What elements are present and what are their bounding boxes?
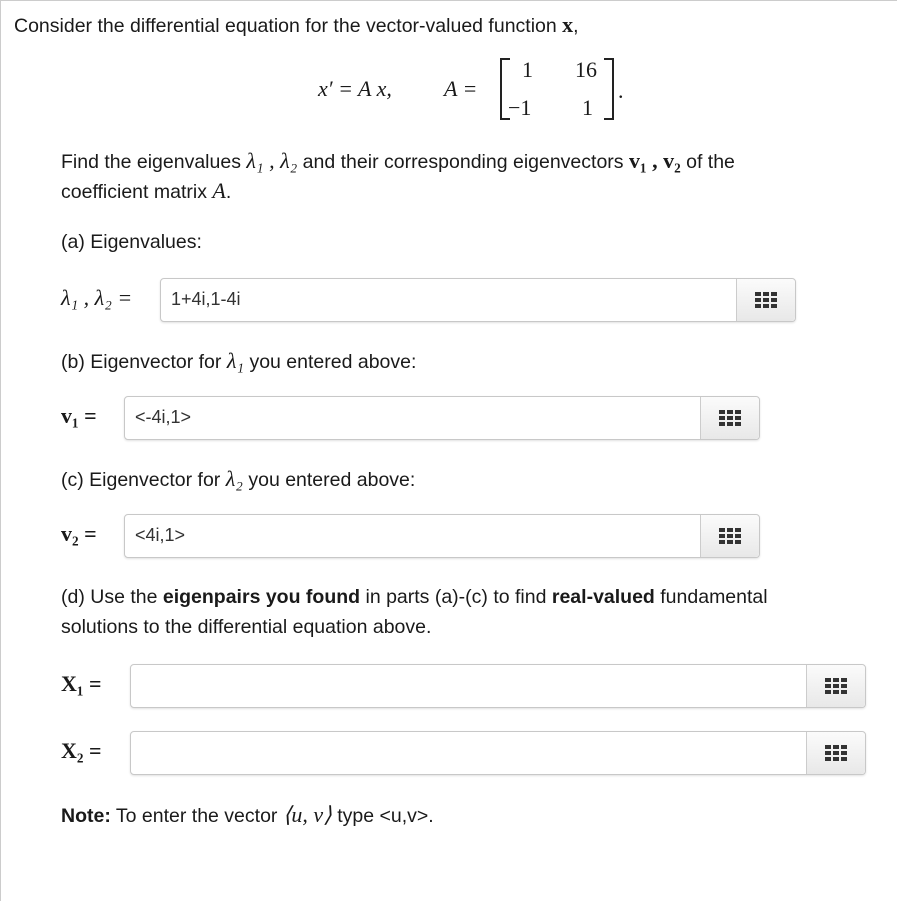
grid-icon [825, 745, 847, 761]
equation-editor-button[interactable] [700, 515, 759, 557]
eigenvalues-value: 1+4i,1-4i [171, 289, 241, 309]
A: A [212, 178, 226, 203]
t: of the [686, 151, 735, 173]
vec-example: ⟨u, v⟩ [282, 802, 332, 827]
grid-icon [719, 410, 741, 426]
equation-editor-button[interactable] [700, 397, 759, 439]
v1-label: v₁ = [61, 403, 97, 428]
part-d-line1 [61, 586, 768, 609]
x1-input[interactable] [130, 664, 866, 708]
part-b-title [61, 348, 416, 374]
t: (d) Use the [61, 586, 158, 608]
intro-sentence: Consider the differential equation for the vector-valued function [14, 15, 557, 37]
t: in parts (a)-(c) to find [365, 586, 547, 608]
t: (c) Eigenvector for [61, 469, 221, 491]
equation-editor-button[interactable] [736, 279, 795, 321]
t: (b) Eigenvector for [61, 351, 222, 373]
part-c-title [61, 466, 415, 492]
t: and their corresponding eigenvectors [302, 151, 624, 173]
eigenvalues-label: λ₁ , λ₂ = [61, 285, 133, 310]
matrix-a22: 1 [582, 95, 593, 120]
t: eigenpairs you found [162, 586, 361, 608]
matrix-a21: −1 [508, 95, 532, 120]
x2-label: X₂ = [61, 738, 102, 763]
t: To enter the vector [115, 805, 278, 827]
dot: . [225, 181, 232, 203]
ode: x′ = A x, [318, 76, 392, 101]
v1-value: <-4i,1> [135, 407, 192, 427]
v2-value: <4i,1> [135, 525, 186, 545]
matrix-label: A = [444, 76, 478, 101]
t: fundamental [660, 586, 768, 608]
period: . [618, 78, 624, 103]
v2-input[interactable] [124, 514, 760, 558]
lambdas: λ₁ , λ₂ [246, 148, 298, 173]
t: you entered above: [248, 469, 416, 491]
x-var: x [562, 12, 574, 37]
vectors: v₁ , v₂ [628, 148, 681, 173]
x1-label: X₁ = [61, 671, 102, 696]
part-d-line2: solutions to the differential equation above. [61, 616, 432, 638]
right-bracket [604, 58, 614, 120]
t: coefficient matrix [61, 181, 207, 203]
grid-icon [719, 528, 741, 544]
grid-icon [825, 678, 847, 694]
find-line2 [61, 178, 231, 204]
x2-input[interactable] [130, 731, 866, 775]
matrix-a11: 1 [522, 57, 533, 82]
v1-input[interactable] [124, 396, 760, 440]
t: real-valued [551, 586, 655, 608]
lambda1: λ₁ [226, 348, 245, 373]
find-line1 [61, 148, 735, 174]
grid-icon [755, 292, 777, 308]
intro-text: Consider the differential equation for the vector-valued function x, [14, 12, 579, 37]
equation-editor-button[interactable] [806, 665, 865, 707]
v2-label: v₂ = [61, 521, 97, 546]
matrix-a12: 16 [575, 57, 597, 82]
part-a-title: (a) Eigenvalues: [61, 231, 202, 253]
lambda2: λ₂ [225, 466, 243, 491]
eigenvalues-input[interactable] [160, 278, 796, 322]
note [61, 802, 434, 828]
note-label: Note: [61, 805, 111, 827]
t: Find the eigenvalues [61, 151, 241, 173]
equation-editor-button[interactable] [806, 732, 865, 774]
t: type <u,v>. [337, 805, 434, 827]
t: you entered above: [249, 351, 417, 373]
